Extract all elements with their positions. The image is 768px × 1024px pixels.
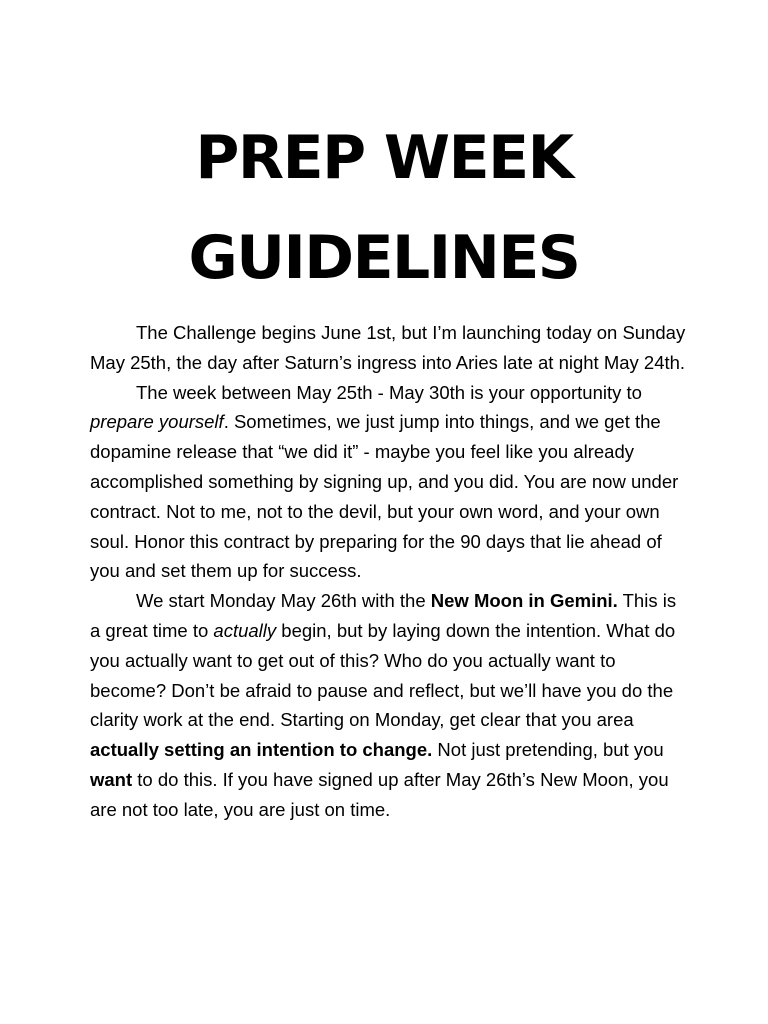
paragraph-new-moon (90, 586, 690, 824)
emphasis-text: actually (213, 619, 277, 641)
page-title (0, 108, 768, 308)
paragraph-text: The week between May 25th - May 30th is your opportunity to (136, 381, 642, 403)
page-title-line-2: GUIDELINES (188, 223, 580, 293)
emphasis-text: prepare yourself (90, 411, 224, 433)
paragraph-prep-week (90, 378, 690, 587)
paragraph-text: . Sometimes, we just jump into things, and we get the dopamine release that “we did it” - maybe you feel like you already accomplished something by signing up, and you did. You are now under contract. Not to me, not to the devil, but your own word, and your own soul. Honor this contract by preparing for the 90 days that lie ahead of you and set them up for success. (90, 411, 679, 582)
body-text (90, 318, 690, 825)
bold-text: New Moon in Gemini. (430, 590, 618, 612)
paragraph-text: We start Monday May 26th with the (136, 590, 431, 612)
paragraph-challenge-start (90, 318, 690, 378)
bold-text: actually setting an intention to change. (90, 739, 433, 761)
page-title-line-1: PREP WEEK (195, 123, 573, 193)
bold-text: want (90, 768, 133, 790)
paragraph-text: to do this. If you have signed up after May 26th’s New Moon, you are not too late, you are just on time. (90, 768, 669, 820)
paragraph-text: The Challenge begins June 1st, but I’m launching today on Sunday May 25th, the day after Saturn’s ingress into Aries late at night May 24th. (90, 322, 686, 373)
paragraph-text: begin, but by laying down the intention. What do you actually want to get out of this? Who do you actually want to become? Don’t be afraid to pause and reflect, but we’ll have you do the clarity work at the end. Starting on Monday, get clear that you area (90, 619, 676, 731)
paragraph-text: Not just pretending, but you (432, 739, 664, 761)
paragraph-text: This is a great time to (90, 590, 677, 641)
